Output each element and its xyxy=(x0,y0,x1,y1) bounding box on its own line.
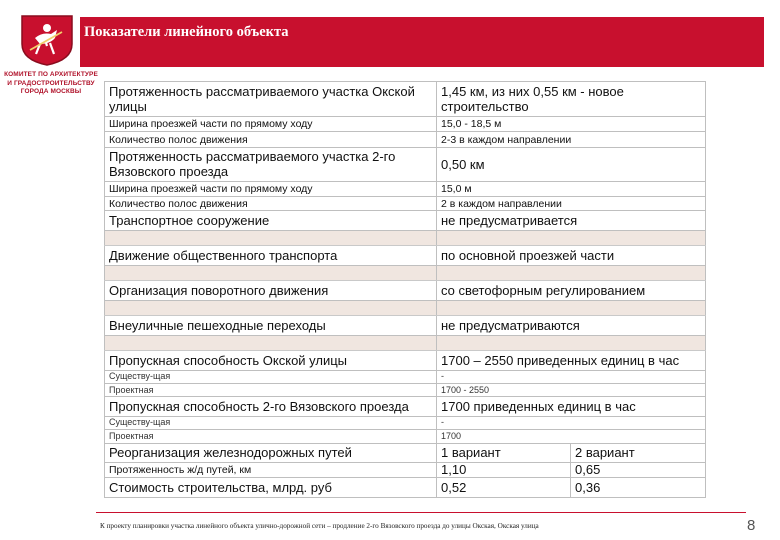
table-row xyxy=(105,132,706,147)
table-cell: - xyxy=(437,370,706,383)
table-cell: Стоимость строительства, млрд. руб xyxy=(105,478,437,498)
table-cell: 2 в каждом направлении xyxy=(437,197,706,211)
table-cell: 0,50 км xyxy=(437,147,706,181)
footer-divider xyxy=(96,512,746,513)
table-cell: 1,45 км, из них 0,55 км - новое строительство xyxy=(437,82,706,117)
table-cell: Транспортное сооружение xyxy=(105,211,437,231)
table-cell: Реорганизация железнодорожных путей xyxy=(105,443,437,463)
table-cell: 15,0 - 18,5 м xyxy=(437,116,706,131)
table-row xyxy=(105,416,706,429)
table-row xyxy=(105,211,706,231)
table-row xyxy=(105,246,706,266)
table-cell: Существу-щая xyxy=(105,416,437,429)
table-cell: 0,36 xyxy=(571,478,706,498)
moscow-coat-of-arms-icon xyxy=(18,14,76,66)
table-cell: 1700 - 2550 xyxy=(437,383,706,396)
table-cell: Протяженность рассматриваемого участка Окской улицы xyxy=(105,82,437,117)
table-cell: не предусматривается xyxy=(437,211,706,231)
table-row xyxy=(105,397,706,417)
org-line-1: КОМИТЕТ ПО АРХИТЕКТУРЕ xyxy=(4,71,98,78)
table-cell: Проектная xyxy=(105,430,437,443)
table-row xyxy=(105,478,706,498)
org-caption xyxy=(0,71,102,97)
table-row xyxy=(105,316,706,336)
page-number: 8 xyxy=(747,517,756,534)
separator-row xyxy=(105,300,706,315)
table-cell: 15,0 м xyxy=(437,181,706,196)
page-title: Показатели линейного объекта xyxy=(84,24,289,40)
table-row xyxy=(105,147,706,181)
table-cell: Организация поворотного движения xyxy=(105,281,437,301)
table-cell: Протяженность рассматриваемого участка 2-го Вязовского проезда xyxy=(105,147,437,181)
table-cell: по основной проезжей части xyxy=(437,246,706,266)
indicators-table xyxy=(104,81,706,498)
indicators-table-frame xyxy=(104,81,705,498)
separator-row xyxy=(105,230,706,245)
table-row xyxy=(105,383,706,396)
table-row xyxy=(105,197,706,211)
table-cell: Внеуличные пешеходные переходы xyxy=(105,316,437,336)
footer-note: К проекту планировки участка линейного объекта улично-дорожной сети – продление 2-го Вязовского проезда до улицы Окская, Окская улица xyxy=(100,522,539,530)
table-row xyxy=(105,370,706,383)
table-cell: Существу-щая xyxy=(105,370,437,383)
table-cell: со светофорным регулированием xyxy=(437,281,706,301)
table-cell: Ширина проезжей части по прямому ходу xyxy=(105,181,437,196)
table-row xyxy=(105,351,706,371)
table-row xyxy=(105,281,706,301)
table-row xyxy=(105,116,706,131)
org-line-2: И ГРАДОСТРОИТЕЛЬСТВУ xyxy=(7,79,95,87)
table-cell: Пропускная способность 2-го Вязовского проезда xyxy=(105,397,437,417)
table-cell: Количество полос движения xyxy=(105,197,437,211)
table-cell: 1 вариант xyxy=(437,443,571,463)
table-row xyxy=(105,181,706,196)
table-cell: 1,10 xyxy=(437,463,571,478)
org-line-3: ГОРОДА МОСКВЫ xyxy=(20,88,82,95)
table-cell: 1700 приведенных единиц в час xyxy=(437,397,706,417)
table-cell: - xyxy=(437,416,706,429)
table-cell: 0,52 xyxy=(437,478,571,498)
table-cell: Движение общественного транспорта xyxy=(105,246,437,266)
table-cell: 1700 – 2550 приведенных единиц в час xyxy=(437,351,706,371)
table-cell: не предусматриваются xyxy=(437,316,706,336)
table-cell: 2-3 в каждом направлении xyxy=(437,132,706,147)
separator-row xyxy=(105,265,706,280)
table-cell: 0,65 xyxy=(571,463,706,478)
table-cell: Проектная xyxy=(105,383,437,396)
table-cell: 2 вариант xyxy=(571,443,706,463)
table-cell: Протяженность ж/д путей, км xyxy=(105,463,437,478)
table-cell: Количество полос движения xyxy=(105,132,437,147)
separator-row xyxy=(105,335,706,350)
table-cell: Пропускная способность Окской улицы xyxy=(105,351,437,371)
table-cell: 1700 xyxy=(437,430,706,443)
table-row xyxy=(105,443,706,463)
table-row xyxy=(105,430,706,443)
table-cell: Ширина проезжей части по прямому ходу xyxy=(105,116,437,131)
table-row xyxy=(105,463,706,478)
table-row xyxy=(105,82,706,117)
